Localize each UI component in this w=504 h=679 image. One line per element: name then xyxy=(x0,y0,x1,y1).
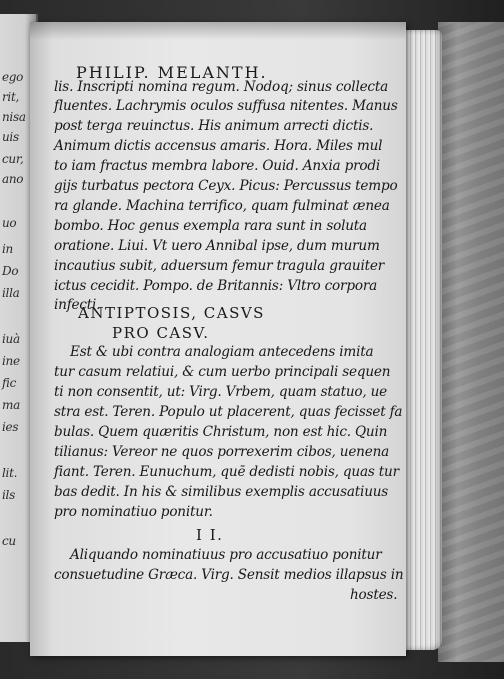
section-line: tilianus: Vereor ne quos porrexerim cibos, uenena xyxy=(54,444,390,460)
left-page-line: lit. xyxy=(2,466,18,480)
body-line: ra glande. Machina terrifico, quam fulminat ænea xyxy=(54,198,390,214)
section-heading: ANTIPTOSIS, CASVS xyxy=(78,304,265,322)
body-line: gijs turbatus pectora Ceyx. Picus: Percussus tempo xyxy=(54,178,398,194)
section-line: stra est. Teren. Populo ut placerent, quas fecisset fa xyxy=(54,404,403,420)
left-page-line: fic xyxy=(2,376,17,390)
left-page-line: cu xyxy=(2,534,16,548)
section-line: ti non consentit, ut: Virg. Vrbem, quam statuo, ue xyxy=(54,384,388,400)
left-page-line: rit, xyxy=(2,90,20,104)
left-page-line: iuà xyxy=(2,332,20,346)
closing-line: Aliquando nominatiuus pro accusatiuo ponitur xyxy=(70,547,382,563)
left-page-line: Do xyxy=(2,264,19,278)
body-line: ictus cecidit. Pompo. de Britannis: Vltro corpora xyxy=(54,278,378,294)
left-page-line: ano xyxy=(2,172,24,186)
left-page-line: in xyxy=(2,242,13,256)
running-head: PHILIP. MELANTH. xyxy=(76,63,268,82)
closing-line: consuetudine Græca. Virg. Sensit medios illapsus in xyxy=(54,567,404,583)
section-line: pro nominatiuo ponitur. xyxy=(54,504,213,520)
section-line: fiant. Teren. Eunuchum, quē dedisti nobis, quas tur xyxy=(54,464,399,480)
section-line: tur casum relatiui, & cum uerbo principali sequen xyxy=(54,364,391,380)
section-line: bas dedit. In his & similibus exemplis accusatiuus xyxy=(54,484,389,500)
left-page-line: cur, xyxy=(2,152,24,166)
left-page-line: ine xyxy=(2,354,20,368)
section-line: bulas. Quem quæritis Christum, non est hic. Quin xyxy=(54,424,388,440)
left-page-line: nisa xyxy=(2,110,26,124)
left-page-line: ma xyxy=(2,398,20,412)
body-line: oratione. Liui. Vt uero Annibal ipse, dum murum xyxy=(54,238,380,254)
section-numeral: I I. xyxy=(196,526,224,544)
left-page-line: uis xyxy=(2,130,19,144)
body-line: to iam fractus membra labore. Ouid. Anxia prodi xyxy=(54,158,381,174)
body-line: incautius subit, aduersum femur tragula grauiter xyxy=(54,258,385,274)
book-cover-edge xyxy=(438,22,504,662)
body-line: infecti. xyxy=(54,297,101,313)
body-line: fluentes. Lachrymis oculos suffusa nitentes. Manus xyxy=(54,98,398,114)
left-page-line: illa xyxy=(2,286,20,300)
body-line: lis. Inscripti nomina regum. Nodoq; sinus collecta xyxy=(54,79,389,95)
section-subheading: PRO CASV. xyxy=(112,324,210,342)
body-line: bombo. Hoc genus exempla rara sunt in soluta xyxy=(54,218,367,234)
body-line: Animum dictis accensus amaris. Hora. Miles mul xyxy=(54,138,383,154)
body-line: post terga reuinctus. His animum arrecti dictis. xyxy=(54,118,374,134)
left-page-line: ego xyxy=(2,70,24,84)
section-line: Est & ubi contra analogiam antecedens imita xyxy=(70,344,374,360)
left-page-line: ies xyxy=(2,420,19,434)
page-shadow xyxy=(30,22,406,40)
closing-line: hostes. xyxy=(350,587,398,603)
left-page-line: uo xyxy=(2,216,17,230)
left-page-line: ils xyxy=(2,488,15,502)
